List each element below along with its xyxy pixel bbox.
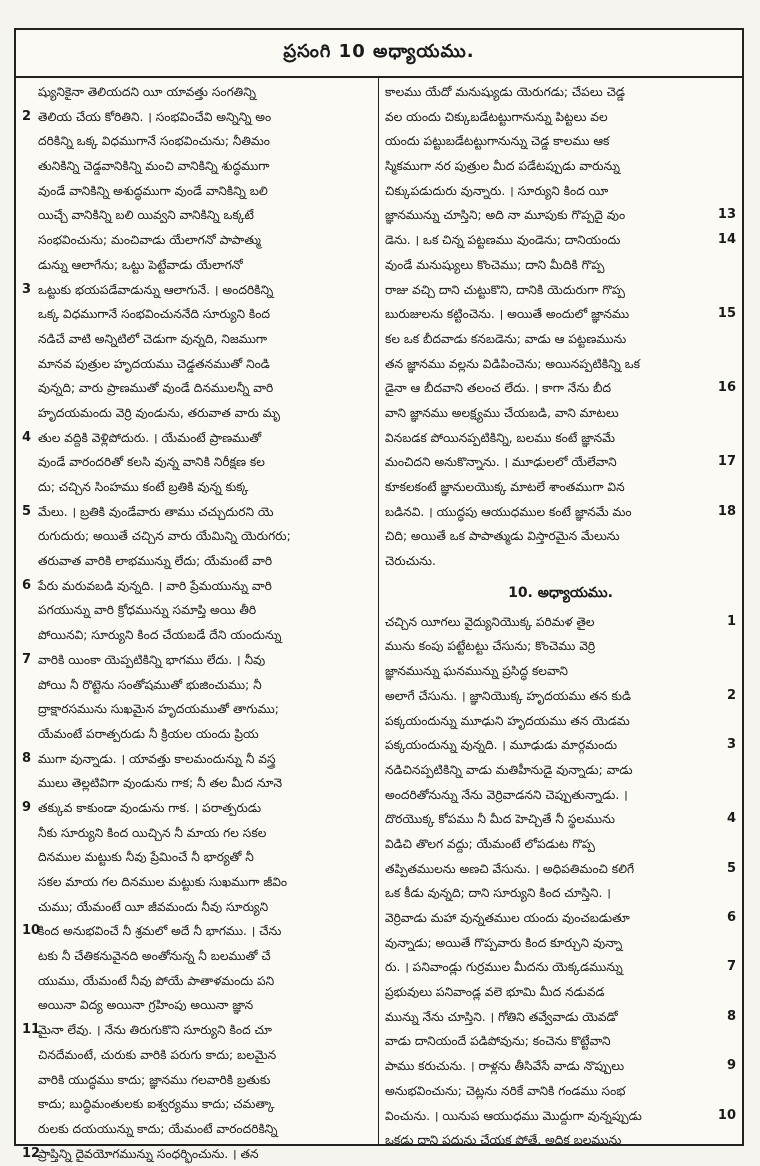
text-line [385, 733, 736, 758]
text-line [385, 302, 736, 327]
text-line [22, 475, 372, 500]
line-text: కింద అనుభవించే నీ శ్రమలో అదే నీ భాగము. । చేను [38, 924, 282, 939]
line-text: పోయినవి; సూర్యుని కింద చేయబడే దేని యందున్ను [38, 628, 282, 643]
line-text: మైనా లేవు. । నేను తిరుగుకొని సూర్యుని కింద చూ [38, 1023, 272, 1038]
line-text: పేరు మరువబడి వున్నది. । వారి ప్రేమయున్ను వారి [38, 578, 272, 593]
text-line [385, 857, 736, 882]
text-line [22, 154, 372, 179]
line-text: పోయి నీ రొట్టెను సంతోషముతో భుజించుము; నీ [38, 677, 262, 692]
line-text: తుల వద్దికి వెళ్లిపోదురు. । యేమంటే ప్రాణముతో [38, 430, 262, 445]
text-line [385, 659, 736, 684]
right-column-top [385, 80, 736, 574]
text-line [385, 154, 736, 179]
verse-number: 8 [22, 750, 32, 766]
line-text: ఒక్క విధముగానే సంభవించుననేది సూర్యుని కింద [38, 307, 271, 322]
text-line [22, 80, 372, 105]
line-text: కాలము యేదో మనుష్యుడు యెరుగడు; చేపలు చెడ్డ [385, 85, 625, 99]
line-text: చెరుచును. [385, 554, 436, 569]
line-text: పగయున్ను వారి క్రోధమున్ను సమాప్తి అయి తీరి [38, 603, 257, 618]
verse-number: 10 [22, 923, 41, 939]
text-line [385, 278, 736, 303]
verse-number: 5 [726, 860, 736, 876]
line-text: నడిచినప్పటికిన్ని వాడు మతిహీనుడై వున్నాడు; వాడు [385, 762, 633, 777]
text-line [385, 1029, 736, 1054]
page-title: ప్రసంగి 10 అధ్యాయము. [283, 40, 475, 62]
text-line [385, 1079, 736, 1104]
text-line [22, 796, 372, 821]
line-text: మేలు. । బ్రతికి వుండేవారు తాము చచ్చుదురని యె [38, 504, 274, 519]
line-text: అనుభవించును; చెట్లను నరికే వానికి గండము సంభ [385, 1083, 626, 1098]
verse-number: 9 [22, 799, 32, 815]
text-line [385, 376, 736, 401]
verse-number: 7 [22, 651, 32, 667]
line-text: దరికిన్ని ఒక్క విధముగానే సంభవించును; నీతిమం [38, 134, 270, 149]
text-line [22, 574, 372, 599]
text-line [22, 648, 372, 673]
text-line [22, 352, 372, 377]
line-text: ప్రభువులు పనివాండ్ల వలె భూమి మీద నడువడ [385, 985, 605, 1000]
page-header [16, 30, 742, 78]
line-text: దు; చచ్చిన సింహము కంటే బ్రతికి వున్న కుక్క [38, 480, 249, 494]
verse-number: 6 [22, 577, 32, 593]
text-line [385, 524, 736, 549]
text-line [22, 697, 372, 722]
text-line [385, 807, 736, 832]
text-line [385, 401, 736, 426]
line-text: యేమంటే పరాత్పరుడు నీ క్రియల యందు ప్రియ [38, 726, 259, 741]
line-text: యుము, యేమంటే నీవు పోయే పాతాళమందు పని [38, 973, 275, 988]
line-text: కల ఒక బీదవాడు కనబడెను; వాడు ఆ పట్టణమును [385, 331, 627, 346]
text-line [385, 783, 736, 808]
line-text: బురుజులను కట్టించెను. । అయితే అందులో జ్ఞానము [385, 307, 630, 322]
line-text: స్మికముగా నర పుత్రుల మీద పడేటప్పుడు వారున్ను [385, 159, 620, 174]
text-line [22, 845, 372, 870]
text-line [22, 771, 372, 796]
line-text: చుము; యేమంటే యీ జీవమందు నీవు సూర్యుని [38, 899, 269, 914]
text-line [385, 709, 736, 734]
line-text: హృదయమందు వెర్రి వుండును, తరువాత వారు మృ [38, 405, 281, 420]
text-line [22, 1068, 372, 1093]
line-text: యిచ్చే వానికిన్ని బలి యివ్వని వానికిన్ని ఒక్కటే [38, 208, 254, 223]
line-text: పక్కయందున్ను వున్నది. । మూఢుడు మార్గమందు [385, 738, 618, 753]
text-line [385, 426, 736, 451]
line-text: వించును. । యినుప ఆయుధము మొద్దుగా వున్నప్పుడు [385, 1108, 642, 1123]
text-line [22, 327, 372, 352]
line-text: తునికిన్ని చెడ్డవానికిన్ని మంచి వానికిన్ని శుద్ధముగా [38, 159, 270, 174]
text-line [385, 758, 736, 783]
line-text: వాడు దానియందే పడిపోవును; కంచెను కొట్టేవాని [385, 1034, 611, 1049]
line-text: పక్కయందున్ను మూఢుని హృదయము తన యెడమ [385, 713, 630, 728]
line-text: వుండే వారందరితో కలసి వున్న వానికి నిరీక్షణ కల [38, 455, 265, 470]
text-line [22, 969, 372, 994]
line-text: దినముల మట్టుకు నీవు ప్రేమించే నీ భార్యతో నీ [38, 850, 254, 865]
line-text: సకల మాయ గల దినముల మట్టుకు సుఖముగా జీవిం [38, 875, 288, 889]
line-text: యందు పట్టుబడేటట్టుగానున్ను చెడ్డ కాలము ఆక [385, 134, 610, 149]
line-text: మానవ పుత్రుల హృదయము చెడ్డతనముతో నిండి [38, 356, 270, 371]
text-line [22, 747, 372, 772]
line-text: ప్రాప్తిన్ని దైవయోగమున్ను సంధర్భించును. । తన [38, 1146, 259, 1161]
line-text: ష్యునికైనా తెలియదని యీ యావత్తు సంగతిన్ని [38, 85, 256, 99]
line-text: వున్నది; వారు ప్రాణముతో వుండే దినములన్నీ వారి [38, 381, 274, 396]
line-text: వున్నాడు; అయితే గొప్పవారు కింద కూర్చుని వున్నా [385, 935, 623, 950]
line-text: ఒట్టుకు భయపడేవాడున్ను ఆలాగునే. । అందరికిన్ని [38, 282, 274, 297]
verse-number: 14 [717, 232, 736, 248]
text-line [22, 722, 372, 747]
text-line [22, 1117, 372, 1142]
text-line [385, 634, 736, 659]
line-text: వుండే మనుష్యులు కొంచెము; దాని మీదికి గొప్ప [385, 257, 605, 272]
text-line [22, 870, 372, 895]
text-line [22, 253, 372, 278]
line-text: అందరితోనున్ను నేను వెర్రివాడనని చెప్పుతున్నాడు. । [385, 787, 628, 802]
text-line [22, 228, 372, 253]
line-text: వల యందు చిక్కుబడేటట్టుగానున్ను పిట్టలు వల [385, 109, 608, 124]
text-line [385, 549, 736, 574]
line-text: రుగుదురు; అయితే చచ్చిన వారు యేమిన్ని యెరుగరు; [38, 529, 291, 544]
verse-number: 4 [22, 429, 32, 445]
verse-number: 15 [717, 306, 736, 322]
line-text: చిది; అయితే ఒక పాపాత్ముడు విస్తారమైన మేలును [385, 529, 620, 544]
line-text: ములు తెల్లటివిగా వుండును గాక; నీ తల మీద నూనె [38, 776, 283, 791]
line-text: డున్ను ఆలాగేను; ఒట్టు పెట్టేవాడు యేలాగనో [38, 257, 243, 272]
right-column-bottom [385, 610, 736, 1153]
text-line [385, 931, 736, 956]
line-text: వారికి యుద్ధము కాదు; జ్ఞానము గలవారికి బ్రతుకు [38, 1072, 271, 1087]
verse-number: 2 [22, 108, 32, 124]
text-line [22, 401, 372, 426]
verse-number: 16 [717, 380, 736, 396]
text-line [22, 376, 372, 401]
text-line [22, 129, 372, 154]
text-line [22, 944, 372, 969]
text-line [385, 475, 736, 500]
text-line [385, 129, 736, 154]
line-text: మును కంపు పట్టేటట్టు చేసును; కొంచెము వెర్రి [385, 639, 596, 654]
line-text: వెర్రివాడు మహా వున్నతముల యందు వుంచబడుతూ [385, 911, 630, 925]
verse-number: 12 [22, 1145, 41, 1161]
text-line [385, 1054, 736, 1079]
verse-number: 11 [22, 1022, 41, 1038]
text-line [22, 278, 372, 303]
text-line [385, 1104, 736, 1129]
text-line [385, 1005, 736, 1030]
text-line [22, 450, 372, 475]
text-line [385, 906, 736, 931]
verse-number: 3 [726, 737, 736, 753]
verse-number: 10 [717, 1107, 736, 1123]
line-text: సంభవించును; మంచివాడు యేలాగనో పాపాత్ము [38, 233, 261, 248]
line-text: మంచిదని అనుకొన్నాను. । మూఢులలో యేలేవాని [385, 455, 617, 470]
text-line [22, 426, 372, 451]
text-line [385, 253, 736, 278]
line-text: తరువాత వారికి లాభమున్ను లేదు; యేమంటే వారి [38, 554, 273, 569]
text-line [22, 993, 372, 1018]
text-line [22, 895, 372, 920]
line-text: ద్రాక్షారసమును సుఖమైన హృదయముతో తాగుము; [38, 702, 279, 717]
line-text: రులకు దయయున్ను కాదు; యేమంటే వారందరికిన్ని [38, 1121, 278, 1136]
verse-number: 8 [726, 1008, 736, 1024]
line-text: వాని జ్ఞానము అలక్ష్యము చేయబడి, వాని మాటలు [385, 405, 619, 420]
verse-number: 4 [726, 811, 736, 827]
text-line [22, 673, 372, 698]
text-line [22, 1043, 372, 1068]
text-line [385, 327, 736, 352]
line-text: కాదు; బుద్ధిమంతులకు ఐశ్వర్యము కాదు; చమత్కా [38, 1097, 275, 1112]
text-line [385, 228, 736, 253]
line-text: ముగా వున్నాడు. । యావత్తు కాలమందున్ను నీ వస్త్ర [38, 751, 276, 766]
line-text: నడిచే వాటి అన్నిటిలో చెడుగా వున్నది, నిజముగా [38, 331, 268, 346]
line-text: మున్ను నేను చూస్తిని. । గోతిని తవ్వేవాడు యెవడో [385, 1009, 618, 1024]
line-text: రాజు వచ్చి దాని చుట్టుకొని, దానికి యెదురుగా గొప్ప [385, 282, 625, 297]
text-line [22, 524, 372, 549]
verse-number: 1 [726, 613, 736, 629]
line-text: తెలియ చేయ కోరితిని. । సంభవించేవి అన్నిన్ని అం [38, 109, 272, 124]
text-line [385, 80, 736, 105]
text-line [22, 821, 372, 846]
verse-number: 13 [717, 207, 736, 223]
line-text: తప్పితములను అణచి వేసును. । అధిపతిమంచి కలిగే [385, 861, 635, 876]
text-line [385, 105, 736, 130]
line-text: విడిచి తొలగ వద్దు; యేమంటే లోపడుట గొప్ప [385, 836, 595, 851]
text-line [22, 500, 372, 525]
text-line [385, 610, 736, 635]
line-text: అలాగే చేసును. । జ్ఞానియొక్క హృదయము తన కుడి [385, 688, 631, 703]
text-line [385, 179, 736, 204]
text-line [22, 1018, 372, 1043]
text-line [385, 684, 736, 709]
line-text: వుండే వానికిన్ని అశుద్ధముగా వుండే వానికిన్ని బలి [38, 183, 268, 198]
text-columns [16, 78, 742, 1161]
line-text: జ్ఞానమున్ను చూస్తిని; అది నా మూపుకు గొప్పదై వుం [385, 208, 626, 223]
line-text: వారికి యింకా యెప్పటికిన్ని భాగము లేదు. । నీవు [38, 652, 266, 667]
line-text: తన జ్ఞానము వల్లను విడిపించెను; అయినప్పటికిన్ని ఒక [385, 356, 641, 371]
line-text: చినదేమంటే, చురుకు వారికి పరుగు కాదు; బలమైన [38, 1047, 277, 1062]
line-text: టకు నీ చేతికనువైనది అంతోనున్న నీ బలముతో చే [38, 949, 271, 964]
text-line [22, 302, 372, 327]
text-line [22, 598, 372, 623]
text-line [385, 450, 736, 475]
line-text: చిక్కుపడుదురు వున్నారు. । సూర్యుని కింద యీ [385, 183, 609, 198]
verse-number: 3 [22, 281, 32, 297]
text-line [22, 203, 372, 228]
text-line [22, 623, 372, 648]
text-line [22, 105, 372, 130]
line-text: జ్ఞానమున్ను ఘనమున్ను ప్రసిద్ధ కలవాని [385, 664, 568, 679]
line-text: పాము కరుచును. । రాళ్లను తీసివేసే వాడు నొప్పులు [385, 1059, 625, 1074]
chapter-heading: 10. అధ్యాయము. [508, 584, 613, 601]
text-line [385, 980, 736, 1005]
text-line [385, 500, 736, 525]
text-line [22, 919, 372, 944]
line-text: దొరయొక్క కోపము నీ మీద హెచ్చితే నీ స్థలమును [385, 812, 615, 827]
right-column [379, 78, 742, 1148]
verse-number: 9 [726, 1058, 736, 1074]
line-text: తక్కువ కాకుండా వుండును గాక. । పరాత్పరుడు [38, 800, 262, 815]
left-column [16, 78, 379, 1161]
line-text: డైనా ఆ బీదవాని తలంచ లేదు. । కాగా నేను బీద [385, 381, 611, 396]
text-line [22, 1142, 372, 1166]
verse-number: 6 [726, 910, 736, 925]
verse-number: 5 [22, 503, 32, 519]
line-text: వినబడక పోయినప్పటికిన్ని, బలము కంటే జ్ఞానమే [385, 430, 615, 445]
line-text: నీకు సూర్యుని కింద యిచ్చిన నీ మాయ గల సకల [38, 825, 267, 840]
verse-number: 2 [726, 687, 736, 703]
line-text: ఒక కీడు వున్నది; దాని సూర్యుని కింద చూస్తిని. । [385, 886, 611, 901]
verse-number: 17 [717, 454, 736, 470]
line-text: చచ్చిన యీగలు వైద్యునియొక్క పరిమళ తైల [385, 614, 595, 629]
text-line [385, 832, 736, 857]
text-line [22, 1092, 372, 1117]
text-line [22, 179, 372, 204]
verse-number: 18 [717, 503, 736, 519]
text-line [22, 549, 372, 574]
text-line [385, 955, 736, 980]
line-text: కూకలకంటే జ్ఞానులయొక్క మాటలే శాంతముగా విన [385, 480, 625, 494]
text-line [385, 352, 736, 377]
line-text: అయినా విద్య అయినా గ్రహింపు అయినా జ్ఞాన [38, 998, 254, 1013]
text-line [385, 881, 736, 906]
line-text: డెను. । ఒక చిన్న పట్టణము వుండెను; దానియందు [385, 233, 621, 248]
verse-number: 7 [726, 959, 736, 975]
scripture-page [14, 28, 744, 1161]
line-text: బడినవి. । యుద్ధపు ఆయుధముల కంటే జ్ఞానమే మం [385, 504, 632, 519]
line-text: ఒకడు దాని పదును చేయక పోతే, అధిక బలమును [385, 1133, 622, 1148]
text-line [385, 203, 736, 228]
text-line [385, 1128, 736, 1153]
line-text: రు. । పనివాండ్లు గుర్రముల మీదను యెక్కడమున్ను [385, 960, 623, 975]
